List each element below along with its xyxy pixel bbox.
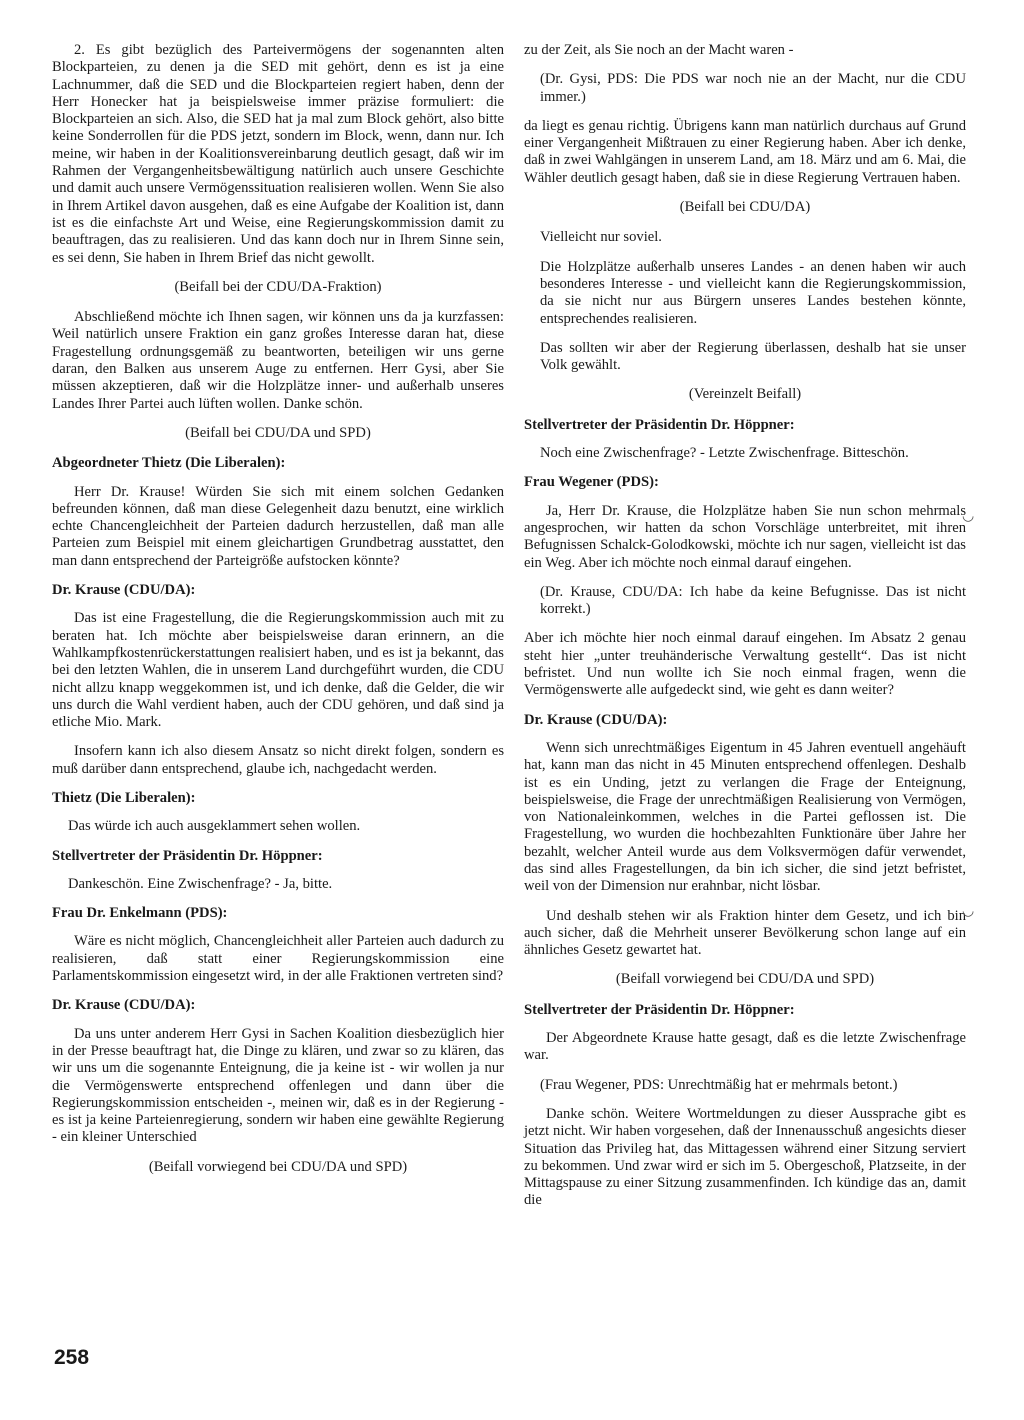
paragraph: Danke schön. Weitere Wortmeldungen zu dieser Aussprache gibt es jetzt nicht. Wir haben vorgesehen, daß der Innenausschuß angesichts dieser Situation das Privileg hat, das Mittagessen während einer Sitzung serviert zu bekommen. Und zwar wird er sich im 5. Obergeschoß, Platzseite, in der Mittagspause zu einer Sitzung zusammenfinden. Ich kündige das an, damit die xyxy=(524,1105,966,1209)
interjection: (Beifall bei der CDU/DA-Fraktion) xyxy=(174,278,382,295)
paragraph: 2. Es gibt bezüglich des Parteivermögens der sogenannten alten Blockparteien, zu denen ja die SED mit gehört, denn es ist ja eine Lachnummer, daß die SED und die Blockparteien regiert haben, denn der Herr Honecker hat ja beispielsweise immer präzise formuliert: die Blockparteien an sich. Also, die SED hat ja mal zum Block gehört, also bitte keine Sonderrollen für die PDS jetzt, sondern im Block, wenn, dann nur. Ich meine, wir haben in der Koalitionsvereinbarung deutlich gesagt, daß wir im Rahmen der Vergangenheitsbewältigung natürlich auch unsere Geschichte und damit auch unsere Vermögenssituation realisieren wollen. Wenn Sie also in Ihrem Artikel davon ausgehen, daß es eine Aufgabe der Koalition ist, dann ist es die einfachste Art und Weise, eine Regierungskommission damit zu beauftragen, das zu realisieren. Und das kann doch nur in Ihrem Sinne sein, es sei denn, Sie haben in Ihrem Brief das nicht gewollt. xyxy=(52,42,504,266)
margin-mark: ◡ xyxy=(962,903,975,919)
paragraph: Noch eine Zwischenfrage? - Letzte Zwischenfrage. Bitteschön. xyxy=(540,445,909,462)
margin-mark: ◡ xyxy=(962,508,975,524)
paragraph-continuation: Aber ich möchte hier noch einmal darauf eingehen. Im Absatz 2 genau steht hier „unter treuhänderische Verwaltung gestellt“. Das ist nicht befristet. Und nun wollte ich Sie noch einmal fragen, wenn die Vermögenswerte alle aufgedeckt sind, wie geht es dann weiter? xyxy=(524,630,966,699)
paragraph: Und deshalb stehen wir als Fraktion hinter dem Gesetz, und ich bin auch sicher, daß die Mehrheit unserer Bevölkerung schon lange auf ein ähnliches Gesetz gewartet hat. xyxy=(524,907,966,959)
speaker-heading: Frau Dr. Enkelmann (PDS): xyxy=(52,905,228,922)
page-number: 258 xyxy=(54,1346,90,1369)
paragraph: Der Abgeordnete Krause hatte gesagt, daß es die letzte Zwischenfrage war. xyxy=(524,1030,966,1064)
paragraph: Die Holzplätze außerhalb unseres Landes - an denen haben wir auch besonderes Interesse - und vielleicht kann die Regierungskommission, da sie nicht nur aus Bürgern unseres Landes bestehen könnte, entsprechendes realisieren. xyxy=(540,258,966,327)
speaker-heading: Abgeordneter Thietz (Die Liberalen): xyxy=(52,455,286,472)
paragraph: Da uns unter anderem Herr Gysi in Sachen Koalition diesbezüglich hier in der Presse beauftragt hat, die Dinge zu klären, und zwar so zu klären, das wir uns um die sogenannte Enteignung, die ja keine ist - wir wollen ja nur die Vermögenswerte entsprechend offenlegen und dann über die Regierungskommission entscheiden -, meinen wir, daß es in der Regierung - es ist ja keine Parteienregierung, sondern wir haben eine gewählte Regierung - ein kleiner Unterschied xyxy=(52,1025,504,1146)
paragraph: Das sollten wir aber der Regierung überlassen, deshalb hat sie unser Volk gewählt. xyxy=(540,339,966,374)
interjection: (Beifall vorwiegend bei CDU/DA und SPD) xyxy=(148,1158,408,1175)
paragraph: (Dr. Gysi, PDS: Die PDS war noch nie an der Macht, nur die CDU immer.) xyxy=(540,71,966,105)
paragraph: (Dr. Krause, CDU/DA: Ich habe da keine Befugnisse. Das ist nicht korrekt.) xyxy=(540,583,966,618)
interjection: (Beifall vorwiegend bei CDU/DA und SPD) xyxy=(615,971,875,988)
speaker-heading: Thietz (Die Liberalen): xyxy=(52,789,196,806)
right-column xyxy=(524,42,966,1222)
speaker-heading: Dr. Krause (CDU/DA): xyxy=(52,997,196,1014)
paragraph: Wäre es nicht möglich, Chancengleichheit aller Parteien auch dadurch zu realisieren, daß statt einer Regierungskommission eine Parlamentskommission eingesetzt wird, in der alle Fraktionen vertreten sind? xyxy=(52,933,504,985)
paragraph-continuation: zu der Zeit, als Sie noch an der Macht waren - xyxy=(524,42,794,58)
speaker-heading: Stellvertreter der Präsidentin Dr. Höppner: xyxy=(524,1001,795,1018)
speaker-heading: Dr. Krause (CDU/DA): xyxy=(52,582,196,599)
paragraph: Herr Dr. Krause! Würden Sie sich mit einem solchen Gedanken befreunden können, daß man diese Gelegenheit dazu benutzt, eine wirklich echte Chancengleichheit der Parteien dadurch herzustellen, daß man alle Parteien zum Beispiel mit einem gleichartigen Grundbetrag ausstattet, den man dann entsprechend der Parteigröße aufstocken könnte? xyxy=(52,483,504,569)
paragraph: (Frau Wegener, PDS: Unrechtmäßig hat er mehrmals betont.) xyxy=(540,1076,898,1093)
paragraph: Das würde ich auch ausgeklammert sehen wollen. xyxy=(68,818,361,835)
paragraph-continuation: da liegt es genau richtig. Übrigens kann man natürlich durchaus auf Grund einer Vergangenheit Mißtrauen zu einer Regierung haben. Aber ich denke, daß in zwei Wahlgängen in unserem Land, am 18. März und am 6. Mai, die Wähler deutlich gesagt haben, daß sie in diese Regierung Vertrauen haben. xyxy=(524,117,966,186)
paragraph: Insofern kann ich also diesem Ansatz so nicht direkt folgen, sondern es muß darüber dann entsprechend, glaube ich, nachgedacht werden. xyxy=(52,743,504,777)
paragraph: Vielleicht nur soviel. xyxy=(540,229,662,246)
speaker-heading: Stellvertreter der Präsidentin Dr. Höppner: xyxy=(524,416,795,433)
left-column xyxy=(52,42,504,1189)
interjection: (Beifall bei CDU/DA und SPD) xyxy=(185,424,371,441)
paragraph: Das ist eine Fragestellung, die die Regierungskommission auch mit zu beraten hat. Ich möchte aber beispielsweise daran erinnern, an die Wahlkampfkostenrückerstattungen realisiert haben, und es ist ja bekannt, das bei den letzten Wahlen, die in unserem Land durchgeführt wurden, die CDU nicht allzu knapp weggekommen ist, und ich denke, daß die Gelder, die wir uns durch die Wahl verdient haben, auch der CDU gehören, und daß sind ja etliche Mio. Mark. xyxy=(52,610,504,731)
paragraph: Ja, Herr Dr. Krause, die Holzplätze haben Sie nun schon mehrmals angesprochen, wir hatten da schon Vorschläge unterbreitet, mit ihren Befugnissen Schalck-Golodkowski, möchte ich nur sagen, vielleicht ist das ein Weg. Aber ich möchte noch einmal darauf eingehen. xyxy=(524,502,966,571)
paragraph: Wenn sich unrechtmäßiges Eigentum in 45 Jahren eventuell angehäuft hat, kann man das nicht in 45 Minuten entsprechend offenlegen. Deshalb ist es ein Unding, jetzt zu verlangen die Frage der Enteignung, beispielsweise, die Frage der unrechtmäßigen Realisierung von Vermögen, von Nationaleinkommen, welches in die Partei geflossen ist. Die Fragestellung, wo wurden die hochbezahlten Funktionäre über Jahre her bezahlt, welcher Anteil wurde aus dem Volksvermögen dafür verwendet, das sind alles Fragestellungen, da bin ich sicher, die sind jetzt befristet, weil von der Dimension nur erahnbar, nicht lösbar. xyxy=(524,739,966,895)
paragraph: Dankeschön. Eine Zwischenfrage? - Ja, bitte. xyxy=(68,875,333,892)
interjection: (Beifall bei CDU/DA) xyxy=(679,199,811,216)
speaker-heading: Stellvertreter der Präsidentin Dr. Höppner: xyxy=(52,847,323,864)
speaker-heading: Frau Wegener (PDS): xyxy=(524,474,659,491)
paragraph: Abschließend möchte ich Ihnen sagen, wir können uns da ja kurzfassen: Weil natürlich unsere Fraktion ein ganz großes Interesse daran hat, diese Fragestellung ordnungsgemäß zu beantworten, beteiligen wir uns gerne daran, den Balken aus unserem Auge zu entfernen. Herr Gysi, aber Sie müssen akzeptieren, daß wir die Holzplätze inner- und außerhalb unseres Landes Ihrer Partei auch lüften wollen. Danke schön. xyxy=(52,309,504,412)
interjection: (Vereinzelt Beifall) xyxy=(688,386,802,403)
speaker-heading: Dr. Krause (CDU/DA): xyxy=(524,711,668,728)
